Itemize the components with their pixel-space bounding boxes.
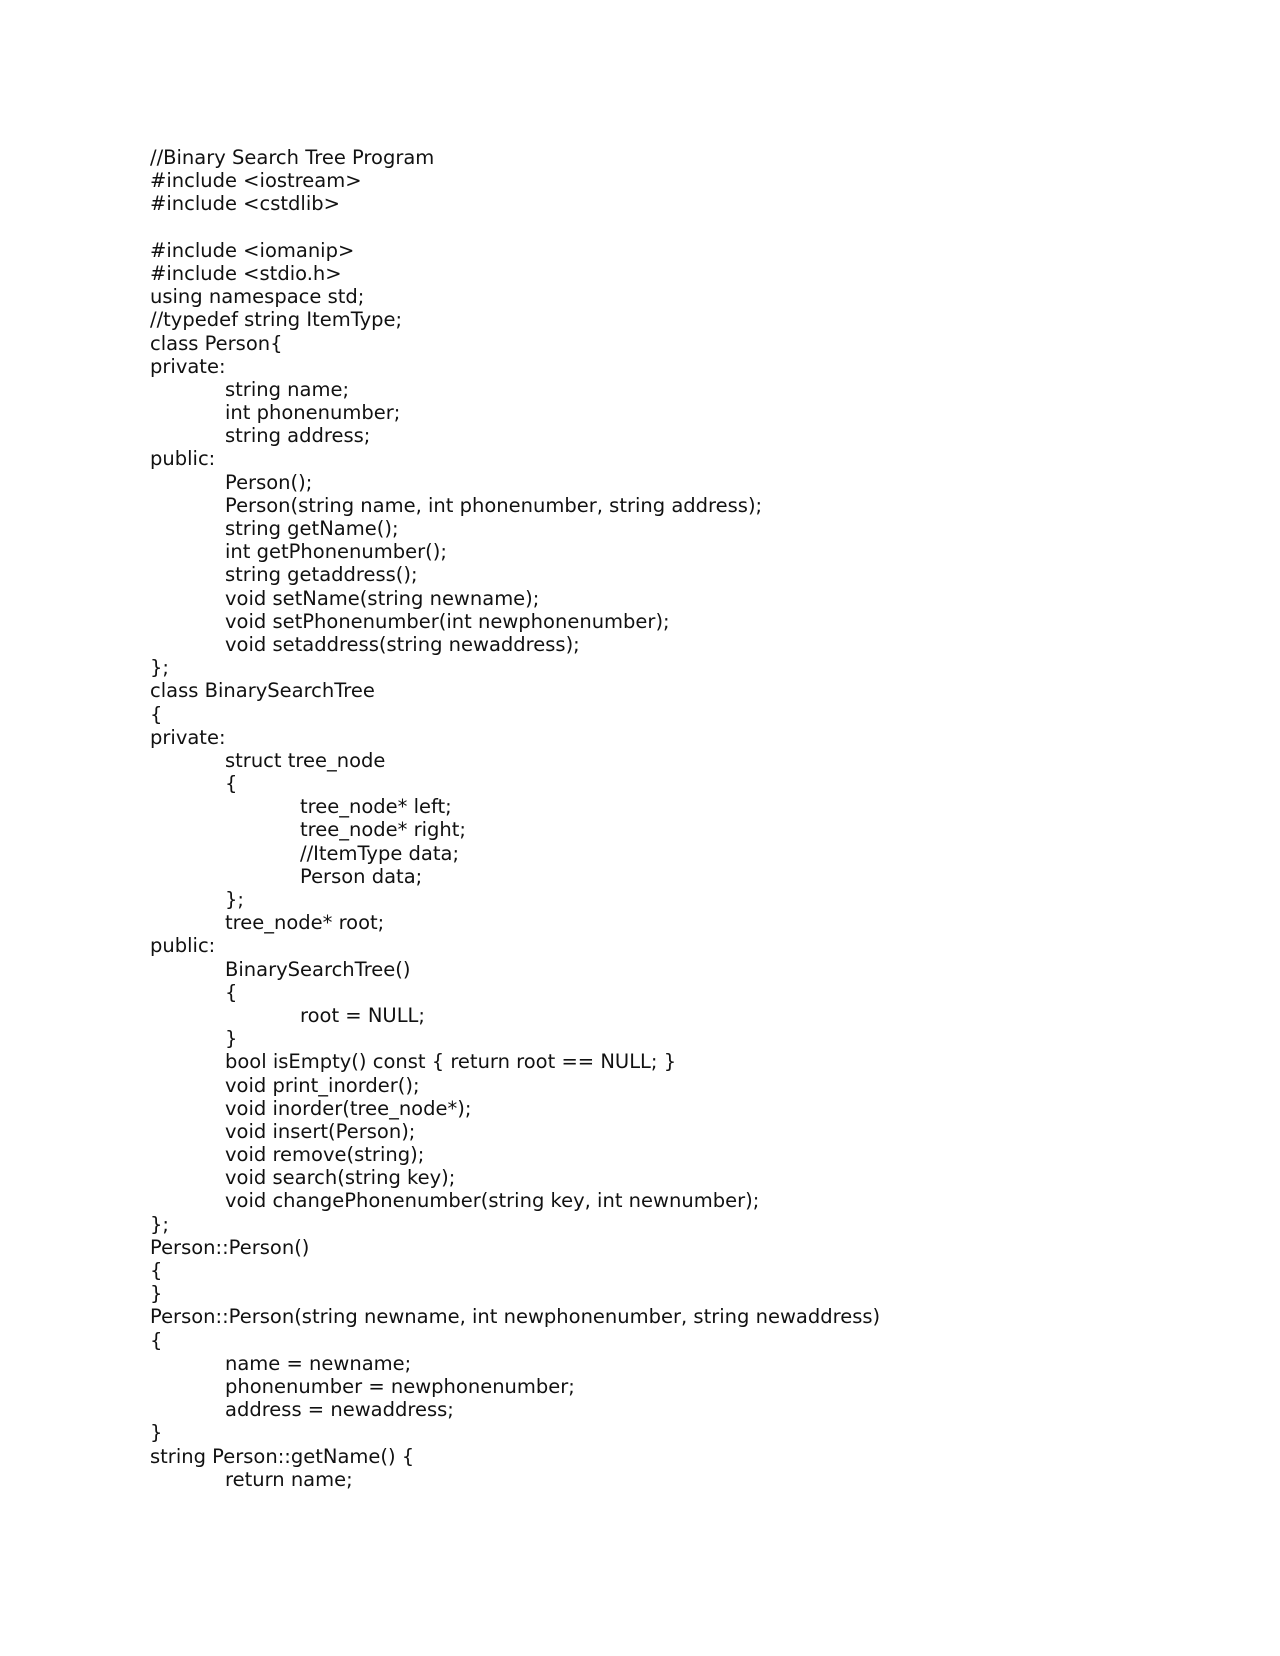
code-line: private: — [150, 354, 226, 378]
code-line: root = NULL; — [300, 1003, 425, 1027]
code-listing — [150, 146, 1210, 1491]
code-line: return name; — [225, 1467, 353, 1491]
code-line: BinarySearchTree() — [225, 957, 411, 981]
code-line: string address; — [225, 424, 371, 448]
code-line: }; — [150, 1212, 169, 1236]
code-line: void inorder(tree_node*); — [225, 1096, 472, 1120]
code-line: struct tree_node — [225, 748, 386, 772]
code-line: using namespace std; — [150, 285, 365, 309]
code-line: void changePhonenumber(string key, int newnumber); — [225, 1189, 760, 1213]
code-line: Person(string name, int phonenumber, string address); — [225, 493, 763, 517]
code-line: Person::Person(string newname, int newphonenumber, string newaddress) — [150, 1305, 881, 1329]
code-line: void search(string key); — [225, 1166, 456, 1190]
code-line: //ItemType data; — [300, 841, 460, 865]
code-line: class BinarySearchTree — [150, 679, 375, 703]
code-line: #include <cstdlib> — [150, 192, 340, 216]
code-line: public: — [150, 447, 216, 471]
code-line: string name; — [225, 377, 350, 401]
code-line: void setaddress(string newaddress); — [225, 632, 580, 656]
code-line: void remove(string); — [225, 1143, 425, 1167]
code-line: { — [225, 772, 238, 796]
code-line: { — [225, 980, 238, 1004]
code-line: string getaddress(); — [225, 563, 418, 587]
code-line: }; — [225, 888, 244, 911]
code-line: public: — [150, 934, 216, 958]
code-line: tree_node* root; — [225, 911, 385, 935]
code-line: class Person{ — [150, 331, 283, 355]
code-line: Person data; — [300, 864, 423, 888]
code-line: #include <iostream> — [150, 169, 362, 193]
code-line: { — [150, 702, 163, 726]
code-line: void setPhonenumber(int newphonenumber); — [225, 609, 670, 633]
code-line: Person::Person() — [150, 1235, 310, 1259]
code-line: void insert(Person); — [225, 1119, 416, 1143]
code-line: void print_inorder(); — [225, 1073, 420, 1097]
code-line: phonenumber = newphonenumber; — [225, 1374, 575, 1398]
code-line: Person(); — [225, 470, 313, 494]
code-line: { — [150, 1328, 163, 1352]
code-line: int phonenumber; — [225, 401, 401, 425]
code-line: #include <stdio.h> — [150, 261, 342, 285]
code-line: name = newname; — [225, 1351, 412, 1375]
code-line: //Binary Search Tree Program — [150, 146, 435, 169]
code-line: //typedef string ItemType; — [150, 308, 403, 332]
code-line: } — [225, 1027, 238, 1051]
code-line: } — [150, 1421, 163, 1445]
code-line: string Person::getName() { — [150, 1444, 415, 1468]
code-line: }; — [150, 656, 169, 680]
code-line: string getName(); — [225, 517, 399, 540]
code-line: int getPhonenumber(); — [225, 540, 447, 564]
blank-line — [150, 216, 1210, 239]
code-line: } — [150, 1282, 163, 1306]
code-line: address = newaddress; — [225, 1398, 454, 1422]
code-line: tree_node* right; — [300, 818, 466, 842]
code-line: void setName(string newname); — [225, 586, 540, 610]
code-line: #include <iomanip> — [150, 238, 355, 262]
code-line: bool isEmpty() const { return root == NULL; } — [225, 1050, 677, 1074]
code-line: tree_node* left; — [300, 795, 452, 819]
code-line: private: — [150, 725, 226, 749]
code-line: { — [150, 1259, 163, 1282]
